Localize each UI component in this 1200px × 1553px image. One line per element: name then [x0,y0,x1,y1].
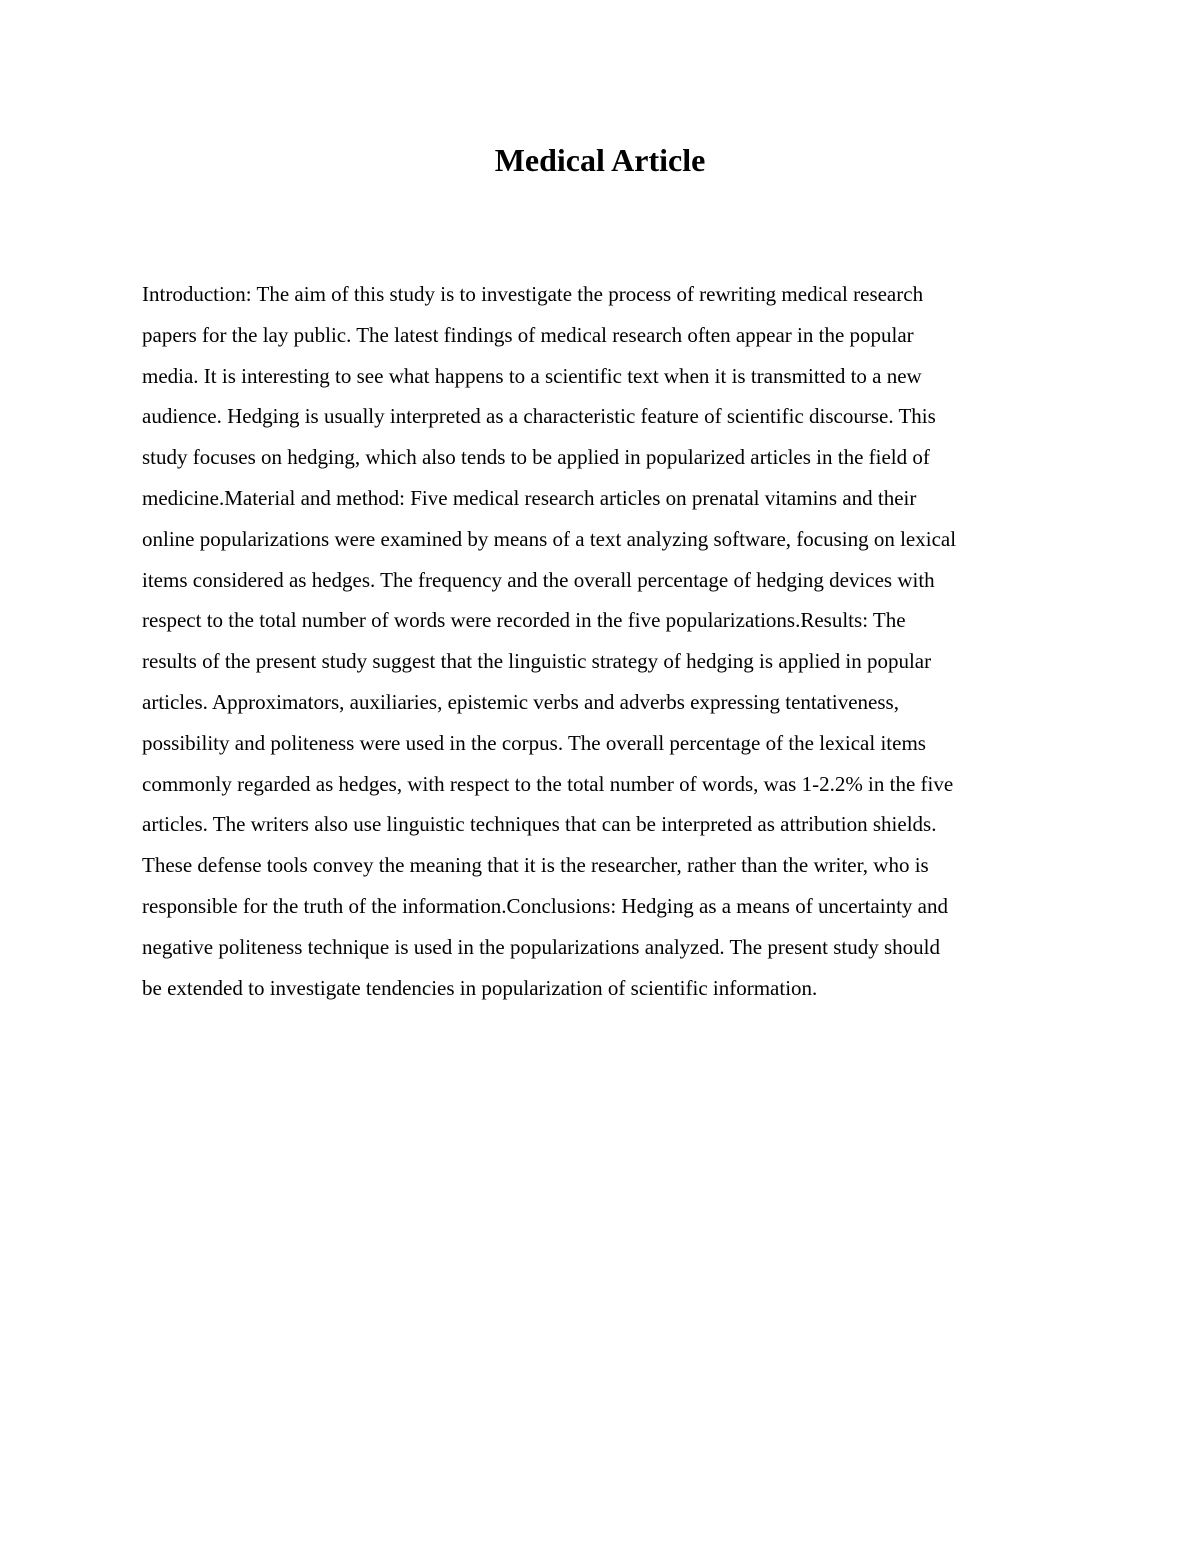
body-line: papers for the lay public. The latest findings of medical research often appear in the popular [142,322,914,347]
body-line: respect to the total number of words were recorded in the five popularizations.Results: The [142,608,906,633]
body-line: medicine.Material and method: Five medical research articles on prenatal vitamins and their [142,485,917,510]
body-line: study focuses on hedging, which also tends to be applied in popularized articles in the field of [142,445,930,470]
body-line: audience. Hedging is usually interpreted as a characteristic feature of scientific discourse. This [142,404,936,429]
document-title: Medical Article [494,142,706,178]
body-line: be extended to investigate tendencies in popularization of scientific information. [142,975,818,1000]
body-line: articles. Approximators, auxiliaries, epistemic verbs and adverbs expressing tentativeness, [142,689,899,714]
body-line: commonly regarded as hedges, with respect to the total number of words, was 1-2.2% in the five [142,771,954,796]
body-line: responsible for the truth of the information.Conclusions: Hedging as a means of uncertainty and [142,893,948,918]
body-line: These defense tools convey the meaning that it is the researcher, rather than the writer, who is [142,853,929,878]
body-line: possibility and politeness were used in the corpus. The overall percentage of the lexical items [142,730,926,755]
body-line: items considered as hedges. The frequency and the overall percentage of hedging devices with [142,567,935,592]
body-line: negative politeness technique is used in the popularizations analyzed. The present study should [142,934,940,959]
body-line: media. It is interesting to see what happens to a scientific text when it is transmitted to a new [142,363,922,388]
body-line: online popularizations were examined by means of a text analyzing software, focusing on lexical [142,526,957,551]
body-line: results of the present study suggest that the linguistic strategy of hedging is applied in popular [142,649,932,674]
body-line: Introduction: The aim of this study is to investigate the process of rewriting medical research [142,282,924,306]
body-line: articles. The writers also use linguistic techniques that can be interpreted as attribution shields. [142,812,937,837]
abstract-body [142,274,1062,1008]
